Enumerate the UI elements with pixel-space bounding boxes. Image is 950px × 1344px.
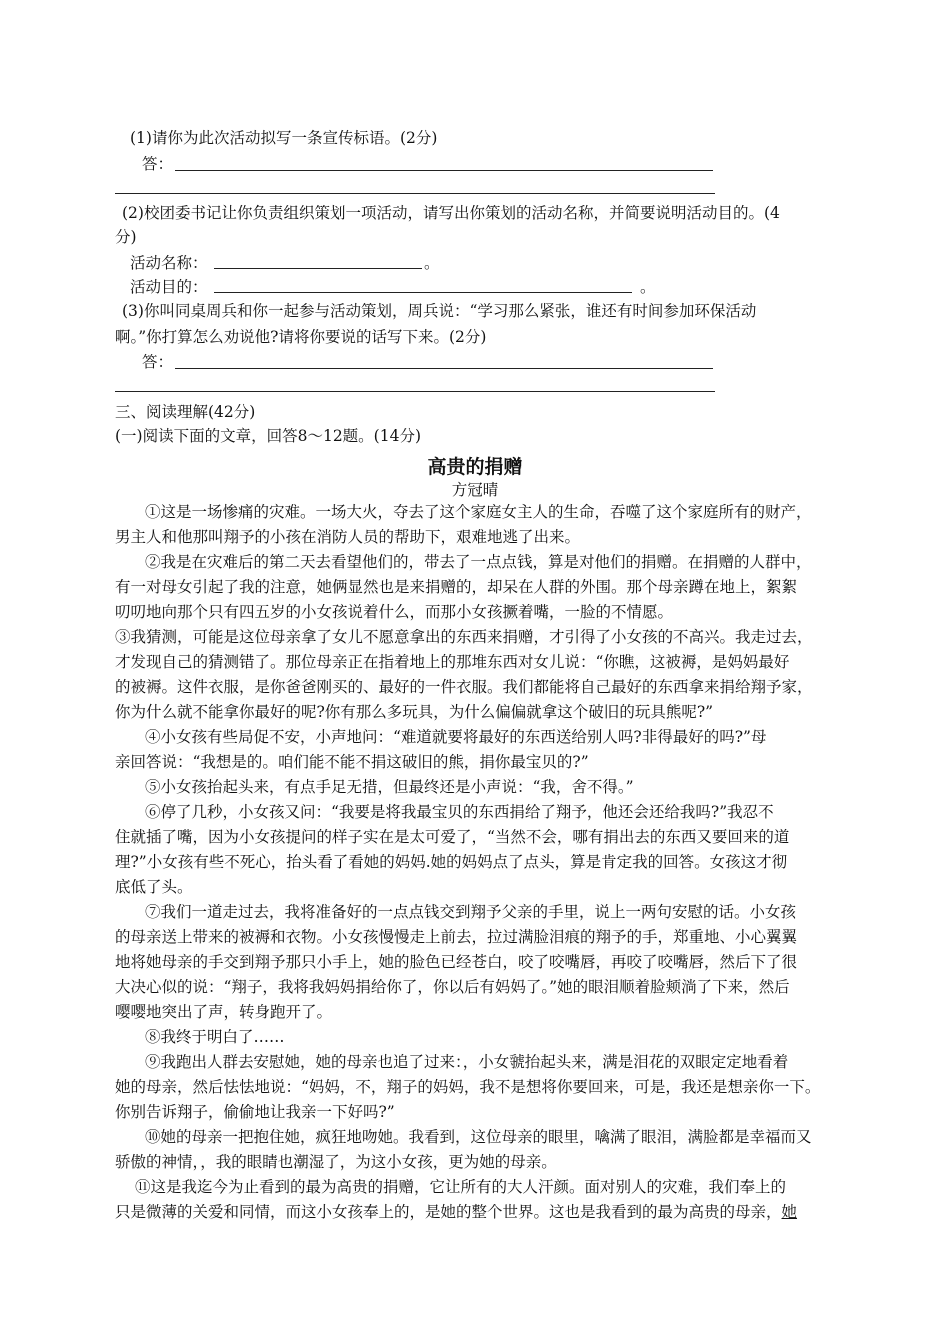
section-3-heading: 三、阅读理解(42分) <box>115 403 256 421</box>
article-line: ②我是在灾难后的第二天去看望他们的，带去了一点点钱，算是对他们的捐赠。在捐赠的人群中， <box>145 553 812 571</box>
article-author: 方冠晴 <box>451 481 499 499</box>
question-2-line-2: 分) <box>115 228 137 246</box>
activity-purpose-line[interactable] <box>214 292 632 293</box>
question-3-line-1: (3)你叫同桌周兵和你一起参与活动策划，周兵说：“学习那么紧张，谁还有时间参加环保活动 <box>122 302 757 320</box>
article-line: 地将她母亲的手交到翔予那只小手上，她的脸色已经苍白，咬了咬嘴唇，再咬了咬嘴唇，然后下了很 <box>115 953 798 971</box>
article-line: ⑧我终于明白了…… <box>145 1028 285 1046</box>
article-line: ③我猜测，可能是这位母亲拿了女儿不愿意拿出的东西来捐赠，才引得了小女孩的不高兴。我走过去， <box>115 628 813 646</box>
article-line: ⑩她的母亲一把抱住她，疯狂地吻她。我看到，这位母亲的眼里，噙满了眼泪，满脸都是幸福而又 <box>145 1128 812 1146</box>
article-line: 有一对母女引起了我的注意，她俩显然也是来捐赠的，却呆在人群的外围。那个母亲蹲在地上，絮絮 <box>115 578 798 596</box>
answer-label-3: 答： <box>142 353 174 371</box>
article-line: 叨叨地向那个只有四五岁的小女孩说着什么，而那小女孩撅着嘴，一脸的不情愿。 <box>115 603 674 621</box>
article-line: 大决心似的说：“翔子，我将我妈妈捐给你了，你以后有妈妈了。”她的眼泪顺着脸颊淌了下来，然后 <box>115 978 790 996</box>
activity-name-period: 。 <box>424 254 440 272</box>
article-line: 住就插了嘴，因为小女孩提问的样子实在是太可爱了，“当然不会，哪有捐出去的东西又要回来的道 <box>115 828 790 846</box>
article-line: 男主人和他那叫翔予的小孩在消防人员的帮助下，艰难地逃了出来。 <box>115 528 581 546</box>
answer-line-3a[interactable] <box>175 368 713 369</box>
article-line: 的被褥。这件衣服，是你爸爸刚买的、最好的一件衣服。我们都能将自己最好的东西拿来捐给翔予家， <box>115 678 813 696</box>
article-line: ⑤小女孩抬起头来，有点手足无措，但最终还是小声说：“我，舍不得。” <box>145 778 634 796</box>
activity-name-line[interactable] <box>214 268 422 269</box>
answer-line-1a[interactable] <box>175 170 713 171</box>
article-line: 她的母亲，然后怯怯地说：“妈妈，不，翔子的妈妈，我不是想将你要回来，可是，我还是想亲你一下。 <box>115 1078 821 1096</box>
question-2-line-1: (2)校团委书记让你负责组织策划一项活动，请写出你策划的活动名称，并简要说明活动目的。(4 <box>122 204 780 222</box>
article-line: ⑥停了几秒，小女孩又问：“我要是将我最宝贝的东西捐给了翔予，他还会还给我吗?”我忍不 <box>145 803 774 821</box>
underlined-word: 她 <box>781 1203 798 1221</box>
activity-purpose-period: 。 <box>640 278 656 296</box>
answer-line-1b[interactable] <box>115 193 715 194</box>
article-line: ④小女孩有些局促不安，小声地问：“难道就要将最好的东西送给别人吗?非得最好的吗?”母 <box>145 728 767 746</box>
article-line: ⑨我跑出人群去安慰她，她的母亲也追了过来：，小女虢抬起头来，满是泪花的双眼定定地看着 <box>145 1053 789 1071</box>
answer-line-3b[interactable] <box>115 391 715 392</box>
article-line: ⑦我们一道走过去，我将准备好的一点点钱交到翔予父亲的手里，说上一两句安慰的话。小女孩 <box>145 903 797 921</box>
activity-name-label: 活动名称： <box>130 254 208 272</box>
activity-purpose-label: 活动目的： <box>130 278 208 296</box>
article-line: 嘤嘤地突出了声，转身跑开了。 <box>115 1003 333 1021</box>
article-line-text: 只是微薄的关爱和同情，而这小女孩奉上的，是她的整个世界。这也是我看到的最为高贵的母亲， <box>115 1203 782 1221</box>
article-line <box>115 1202 797 1222</box>
article-line: 你别告诉翔子，偷偷地让我亲一下好吗?” <box>115 1103 395 1121</box>
question-3-line-2: 啊。”你打算怎么劝说他?请将你要说的话写下来。(2分) <box>115 328 487 346</box>
article-line: ⑪这是我迄今为止看到的最为高贵的捐赠，它让所有的大人汗颜。面对别人的灾难，我们奉上的 <box>135 1178 787 1196</box>
article-line: ①这是一场惨痛的灾难。一场大火，夺去了这个家庭女主人的生命，吞噬了这个家庭所有的财产， <box>145 503 812 521</box>
question-1: (1)请你为此次活动拟写一条宣传标语。(2分) <box>130 129 438 147</box>
article-title: 高贵的捐赠 <box>427 456 523 478</box>
article-line: 才发现自己的猜测错了。那位母亲正在指着地上的那堆东西对女儿说：“你瞧，这被褥，是妈妈最好 <box>115 653 790 671</box>
article-line: 亲回答说：“我想是的。咱们能不能不捐这破旧的熊，捐你最宝贝的?” <box>115 753 589 771</box>
article-line: 你为什么就不能拿你最好的呢?你有那么多玩具，为什么偏偏就拿这个破旧的玩具熊呢?” <box>115 703 714 721</box>
article-line: 骄傲的神情，，我的眼睛也潮湿了，为这小女孩，更为她的母亲。 <box>115 1153 557 1171</box>
article-line: 底低了头。 <box>115 878 193 896</box>
answer-label-1: 答： <box>142 155 174 173</box>
section-3-subheading: (一)阅读下面的文章，回答8～12题。(14分) <box>115 427 421 445</box>
article-line: 的母亲送上带来的被褥和衣物。小女孩慢慢走上前去，拉过满脸泪痕的翔予的手，郑重地、小心翼翼 <box>115 928 798 946</box>
article-line: 理?”小女孩有些不死心，抬头看了看她的妈妈.她的妈妈点了点头，算是肯定我的回答。女孩这才彻 <box>115 853 788 871</box>
